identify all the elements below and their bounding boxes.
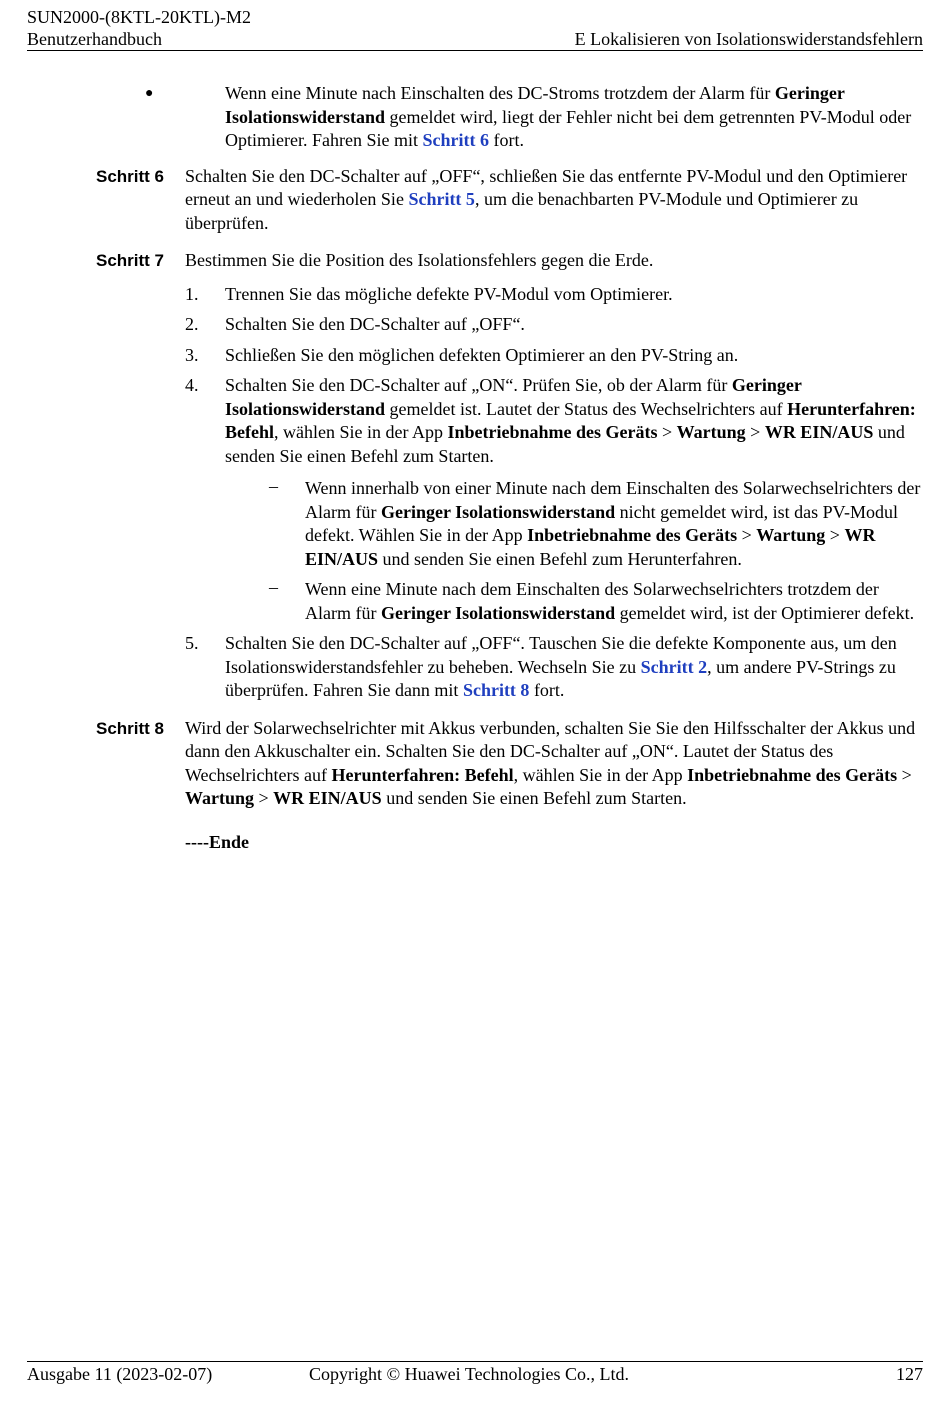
step-7 bbox=[27, 249, 923, 703]
bold-term: Wartung bbox=[756, 525, 826, 545]
bullet-text bbox=[225, 82, 923, 153]
link-schritt-2[interactable]: Schritt 2 bbox=[640, 656, 708, 677]
footer-edition: Ausgabe 11 (2023-02-07) bbox=[27, 1364, 213, 1384]
text-run: Schalten Sie den DC-Schalter auf „ON“. Prüfen Sie, ob der Alarm für bbox=[225, 375, 732, 395]
text-run: > bbox=[897, 764, 912, 785]
text-run: fort. bbox=[488, 130, 524, 150]
bold-term: Geringer Isolationswiderstand bbox=[225, 83, 845, 127]
bullet-dot-icon: ● bbox=[145, 86, 154, 101]
header-product: SUN2000-(8KTL-20KTL)-M2 bbox=[27, 7, 251, 27]
list-item bbox=[185, 632, 923, 703]
bold-term: Geringer Isolationswiderstand bbox=[380, 501, 616, 522]
bold-term: Herunterfahren: Befehl bbox=[225, 398, 916, 442]
text-run: gemeldet ist. Lautet der Status des Wechselrichters auf bbox=[385, 398, 788, 419]
text-run: Wenn innerhalb von einer Minute nach dem Einschalten des Solarwechselrichters der Alarm für bbox=[305, 478, 921, 522]
header-left bbox=[27, 6, 251, 50]
step-8 bbox=[27, 717, 923, 811]
text-run: gemeldet wird, liegt der Fehler nicht bei dem getrennten PV-Modul oder Optimierer. Fahren Sie mit bbox=[225, 106, 912, 150]
text-run: nicht gemeldet wird, ist das PV-Modul defekt. Wählen Sie in der App bbox=[305, 501, 898, 545]
list-item-text: Trennen Sie das mögliche defekte PV-Modul vom Optimierer. bbox=[225, 283, 673, 304]
text-run: Wenn eine Minute nach dem Einschalten des Solarwechselrichters trotzdem der Alarm für bbox=[305, 579, 879, 623]
bold-term: Inbetriebnahme des Geräts bbox=[447, 422, 658, 442]
text-run: und senden Sie einen Befehl zum Starten. bbox=[381, 788, 687, 808]
numbered-list bbox=[185, 283, 923, 703]
list-number: 5. bbox=[185, 633, 199, 653]
bold-term: Geringer Isolationswiderstand bbox=[225, 375, 802, 419]
step-6 bbox=[27, 165, 923, 236]
step-text: Bestimmen Sie die Position des Isolationsfehlers gegen die Erde. bbox=[185, 250, 654, 270]
list-item bbox=[185, 374, 923, 625]
step-text bbox=[185, 717, 923, 811]
text-run: fort. bbox=[529, 680, 565, 700]
text-run: > bbox=[737, 525, 757, 545]
bold-term: WR EIN/AUS bbox=[273, 788, 382, 808]
bold-term: Inbetriebnahme des Geräts bbox=[527, 525, 738, 545]
list-number: 1. bbox=[185, 283, 199, 304]
header-divider bbox=[27, 50, 923, 51]
link-schritt-5[interactable]: Schritt 5 bbox=[408, 189, 475, 209]
list-number: 3. bbox=[185, 344, 199, 365]
page-footer bbox=[27, 1363, 923, 1385]
step-text bbox=[185, 165, 923, 236]
header-chapter: E Lokalisieren von Isolationswiderstandsfehlern bbox=[574, 29, 923, 49]
dash-icon: – bbox=[269, 577, 278, 597]
text-run: Schalten Sie den DC-Schalter auf „OFF“. Tauschen Sie die defekte Komponente aus, um den Isolationswiderstandsfehler zu beheben. Wechseln Sie zu bbox=[225, 633, 897, 677]
list-number: 4. bbox=[185, 375, 199, 395]
text-run: Schalten Sie den DC-Schalter auf „OFF“, schließen Sie das entfernte PV-Modul und den Optimierer erneut an und wiederholen Sie bbox=[185, 165, 908, 209]
step-label: Schritt 6 bbox=[96, 166, 165, 186]
bold-term: Inbetriebnahme des Geräts bbox=[687, 764, 898, 785]
dash-item bbox=[225, 477, 923, 571]
footer-divider bbox=[27, 1361, 923, 1362]
text-run: gemeldet wird, ist der Optimierer defekt. bbox=[615, 602, 915, 623]
list-item-text bbox=[225, 632, 923, 703]
list-item-text bbox=[225, 374, 923, 468]
dash-icon: – bbox=[269, 476, 278, 496]
step-label: Schritt 8 bbox=[96, 718, 165, 738]
footer-copyright: Copyright © Huawei Technologies Co., Ltd. bbox=[309, 1364, 630, 1384]
text-run: > bbox=[825, 525, 845, 545]
text-run: , um andere PV-Strings zu überprüfen. Fahren Sie dann mit bbox=[225, 656, 896, 700]
list-item-text: Schalten Sie den DC-Schalter auf „OFF“. bbox=[225, 314, 525, 334]
text-run: , um die benachbarten PV-Module und Optimierer zu überprüfen. bbox=[185, 189, 859, 233]
text-run: und senden Sie einen Befehl zum Starten. bbox=[225, 422, 905, 466]
bullet-item bbox=[145, 82, 923, 153]
list-item-text: Schließen Sie den möglichen defekten Optimierer an den PV-String an. bbox=[225, 344, 739, 365]
page-number: 127 bbox=[896, 1364, 923, 1384]
list-item bbox=[185, 283, 923, 307]
step-label: Schritt 7 bbox=[96, 251, 165, 270]
bold-term: WR EIN/AUS bbox=[764, 422, 874, 442]
dash-item bbox=[225, 578, 923, 625]
list-item bbox=[185, 313, 923, 337]
link-schritt-8[interactable]: Schritt 8 bbox=[462, 680, 530, 700]
end-word: Ende bbox=[208, 831, 250, 852]
bold-term: WR EIN/AUS bbox=[305, 525, 876, 569]
page-content bbox=[27, 82, 923, 854]
dash-list bbox=[225, 477, 923, 625]
bold-term: Wartung bbox=[676, 422, 746, 442]
text-run: > bbox=[657, 422, 677, 442]
bold-term: Herunterfahren: Befehl bbox=[331, 764, 514, 785]
header-doc-type: Benutzerhandbuch bbox=[27, 29, 162, 49]
text-run: , wählen Sie in der App bbox=[513, 764, 688, 785]
text-run: Wenn eine Minute nach Einschalten des DC-Stroms trotzdem der Alarm für bbox=[225, 83, 775, 103]
text-run: > bbox=[254, 788, 274, 808]
bold-term: Wartung bbox=[185, 788, 255, 808]
link-schritt-6[interactable]: Schritt 6 bbox=[422, 130, 489, 150]
list-number: 2. bbox=[185, 314, 199, 334]
bold-term: Geringer Isolationswiderstand bbox=[380, 602, 616, 623]
text-run: Wird der Solarwechselrichter mit Akkus verbunden, schalten Sie Sie den Hilfsschalter der Akkus und dann den Akkuschalter ein. Schalten Sie den DC-Schalter auf „ON“. Lautet der Status des Wechselrichters auf bbox=[185, 717, 916, 785]
text-run: und senden Sie einen Befehl zum Herunterfahren. bbox=[378, 548, 742, 569]
end-dashes: ---- bbox=[185, 831, 209, 852]
text-run: > bbox=[745, 422, 765, 442]
text-run: , wählen Sie in der App bbox=[274, 422, 448, 442]
end-marker bbox=[185, 831, 923, 855]
list-item bbox=[185, 344, 923, 368]
page-header bbox=[27, 6, 923, 50]
